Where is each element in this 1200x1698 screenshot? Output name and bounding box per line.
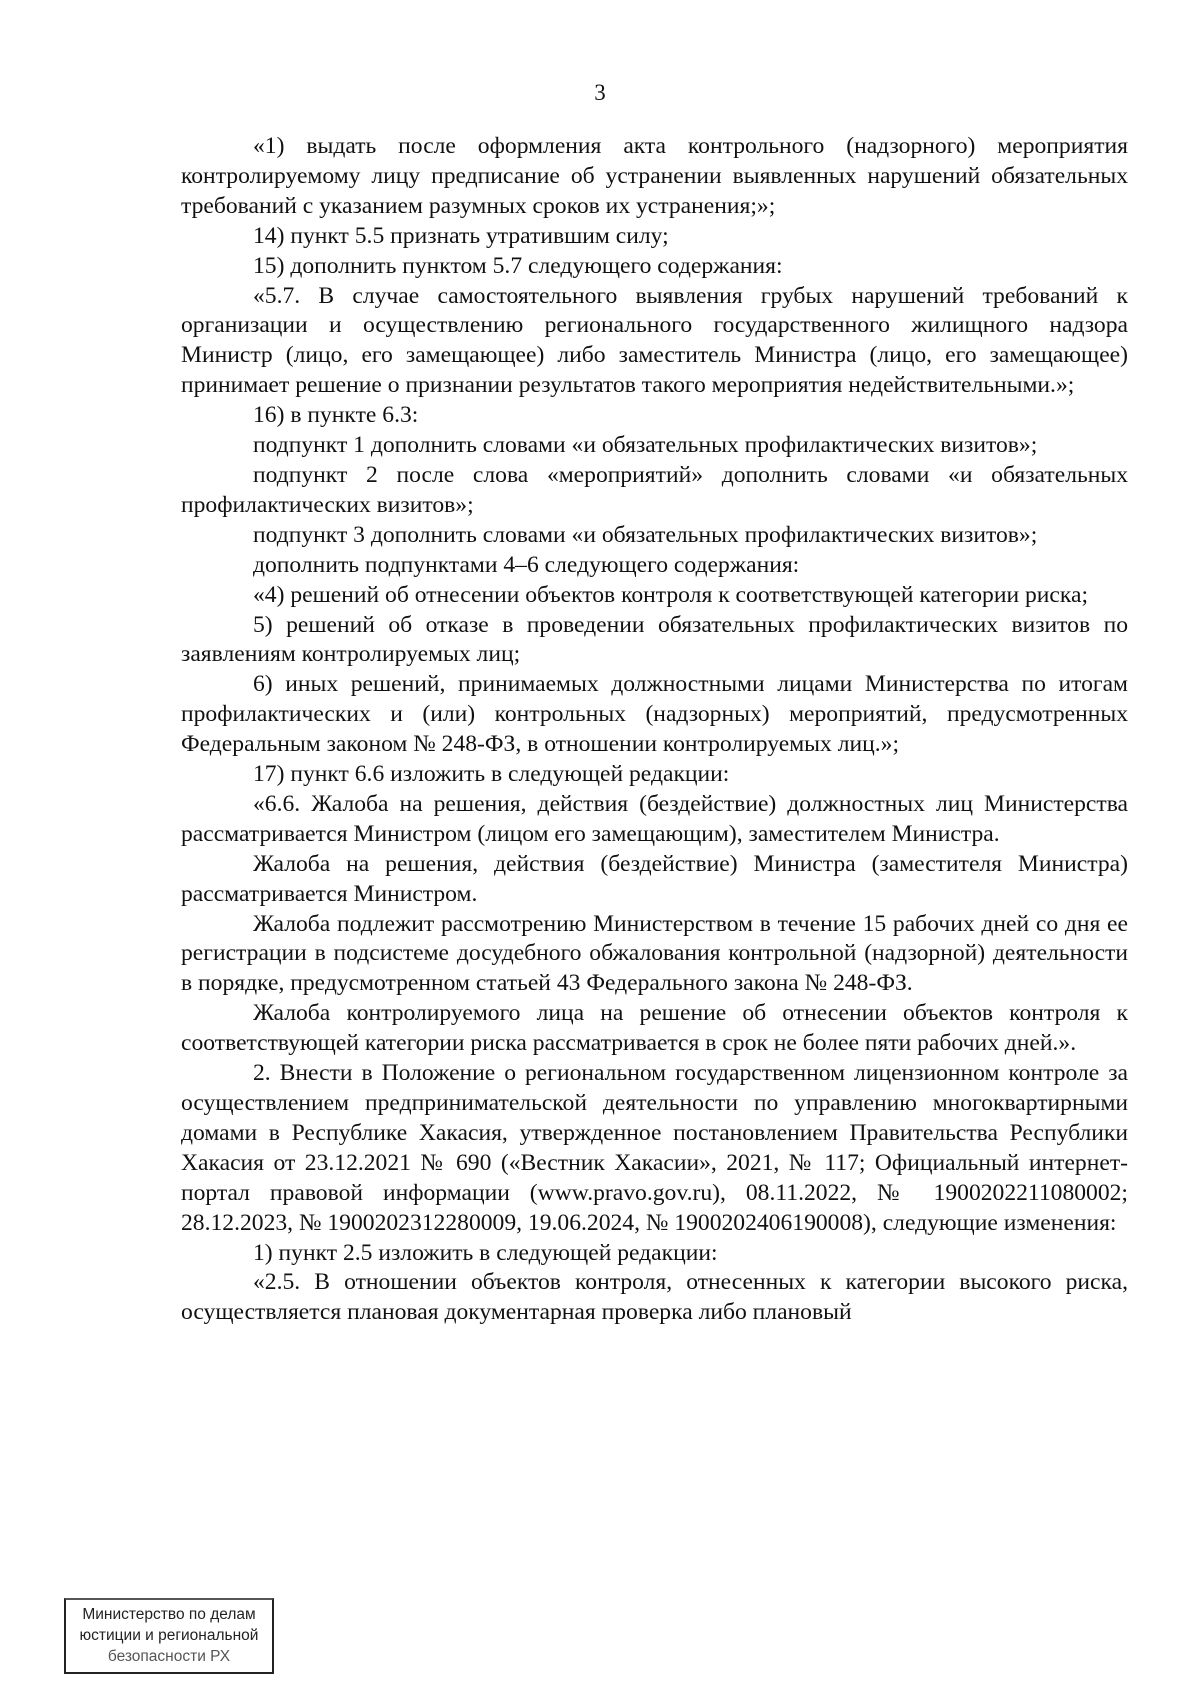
document-body — [181, 132, 1128, 1328]
paragraph: 6) иных решений, принимаемых должностными лицами Министерства по итогам профилактических и (или) контрольных (надзорных) мероприятий, предусмотренных Федеральным законом № 248-ФЗ, в отношении контролируемых лиц.»; — [181, 671, 1128, 758]
stamp-line: Министерство по делам — [82, 1606, 256, 1623]
paragraph: 5) решений об отказе в проведении обязательных профилактических визитов по заявлениям контролируемых лиц; — [181, 611, 1128, 668]
paragraph: 1) пункт 2.5 изложить в следующей редакции: — [253, 1239, 718, 1266]
paragraph: подпункт 3 дополнить словами «и обязательных профилактических визитов»; — [253, 521, 1038, 548]
paragraph: подпункт 2 после слова «мероприятий» дополнить словами «и обязательных профилактических визитов»; — [181, 461, 1128, 518]
paragraph: «5.7. В случае самостоятельного выявления грубых нарушений требований к организации и осуществлению регионального государственного жилищного надзора Министр (лицо, его замещающее) либо заместитель Министра (лицо, его замещающее) принимает решение о признании результатов такого мероприятия недействительными.»; — [181, 282, 1128, 399]
paragraph: «1) выдать после оформления акта контрольного (надзорного) мероприятия контролируемому лицу предписание об устранении выявленных нарушений обязательных требований с указанием разумных сроков их устранения;»; — [181, 133, 1128, 219]
paragraph: 14) пункт 5.5 признать утратившим силу; — [253, 222, 669, 249]
paragraph: «4) решений об отнесении объектов контроля к соответствующей категории риска; — [253, 581, 1089, 608]
paragraph: Жалоба контролируемого лица на решение об отнесении объектов контроля к соответствующей категории риска рассматривается в срок не более пяти рабочих дней.». — [181, 1000, 1128, 1057]
page-number: 3 — [594, 80, 606, 105]
paragraph: 15) дополнить пунктом 5.7 следующего содержания: — [253, 252, 783, 279]
paragraph: Жалоба подлежит рассмотрению Министерством в течение 15 рабочих дней со дня ее регистрации в подсистеме досудебного обжалования контрольной (надзорной) деятельности в порядке, предусмотренном статьей 43 Федерального закона № 248-ФЗ. — [181, 910, 1128, 997]
stamp-line: юстиции и региональной — [79, 1627, 259, 1644]
paragraph: «6.6. Жалоба на решения, действия (бездействие) должностных лиц Министерства рассматривается Министром (лицом его замещающим), заместителем Министра. — [181, 790, 1128, 847]
paragraph: Жалоба на решения, действия (бездействие) Министра (заместителя Министра) рассматривается Министром. — [181, 850, 1128, 907]
paragraph: дополнить подпунктами 4–6 следующего содержания: — [253, 551, 800, 578]
ministry-stamp — [64, 1598, 274, 1674]
paragraph: 17) пункт 6.6 изложить в следующей редакции: — [253, 761, 730, 788]
stamp-line: безопасности РХ — [107, 1648, 231, 1665]
paragraph: подпункт 1 дополнить словами «и обязательных профилактических визитов»; — [253, 432, 1038, 459]
paragraph: 16) в пункте 6.3: — [253, 402, 419, 429]
paragraph: «2.5. В отношении объектов контроля, отнесенных к категории высокого риска, осуществляется плановая документарная проверка либо плановый — [181, 1269, 1128, 1326]
paragraph: 2. Внести в Положение о региональном государственном лицензионном контроле за осуществлением предпринимательской деятельности по управлению многоквартирными домами в Республике Хакасия, утвержденное постановлением Правительства Республики Хакасия от 23.12.2021 № 690 («Вестник Хакасии», 2021, № 117; Официальный интернет-портал правовой информации (www.pravo.gov.ru), 08.11.2022, № 1900202211080002; 28.12.2023, № 1900202312280009, 19.06.2024, № 1900202406190008), следующие изменения: — [181, 1060, 1128, 1236]
